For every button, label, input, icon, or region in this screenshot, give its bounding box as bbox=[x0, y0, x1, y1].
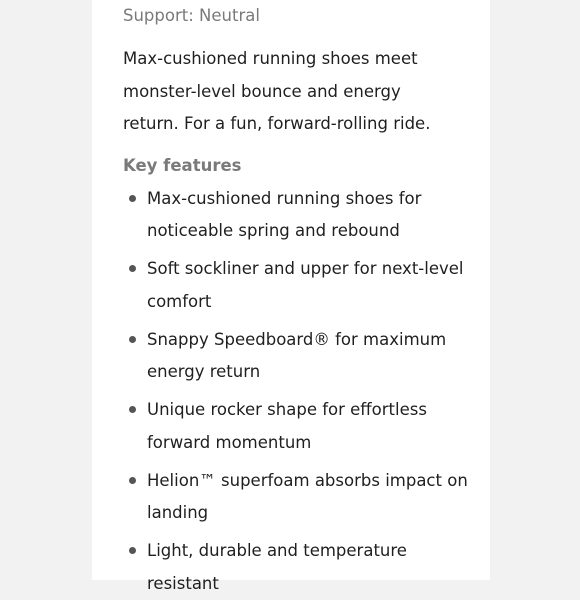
feature-text: Max-cushioned running shoes for noticeable spring and rebound bbox=[147, 183, 478, 248]
key-features-heading: Key features bbox=[123, 155, 478, 177]
support-label: Support: Neutral bbox=[123, 0, 478, 27]
list-item bbox=[123, 394, 478, 459]
list-item bbox=[123, 465, 478, 530]
list-item bbox=[123, 183, 478, 248]
feature-text: Helion™ superfoam absorbs impact on landing bbox=[147, 465, 478, 530]
bullet-icon bbox=[129, 336, 136, 343]
bullet-icon bbox=[129, 547, 136, 554]
key-features-list bbox=[123, 183, 478, 600]
product-description: Max-cushioned running shoes meet monster-level bounce and energy return. For a fun, forward-rolling ride. bbox=[123, 43, 453, 141]
bullet-icon bbox=[129, 477, 136, 484]
bullet-icon bbox=[129, 406, 136, 413]
feature-text: Light, durable and temperature resistant bbox=[147, 535, 478, 600]
list-item bbox=[123, 253, 478, 318]
list-item bbox=[123, 324, 478, 389]
feature-text: Unique rocker shape for effortless forward momentum bbox=[147, 394, 478, 459]
bullet-icon bbox=[129, 195, 136, 202]
bullet-icon bbox=[129, 265, 136, 272]
product-details-card bbox=[92, 0, 490, 580]
feature-text: Snappy Speedboard® for maximum energy return bbox=[147, 324, 478, 389]
list-item bbox=[123, 535, 478, 600]
feature-text: Soft sockliner and upper for next-level comfort bbox=[147, 253, 478, 318]
